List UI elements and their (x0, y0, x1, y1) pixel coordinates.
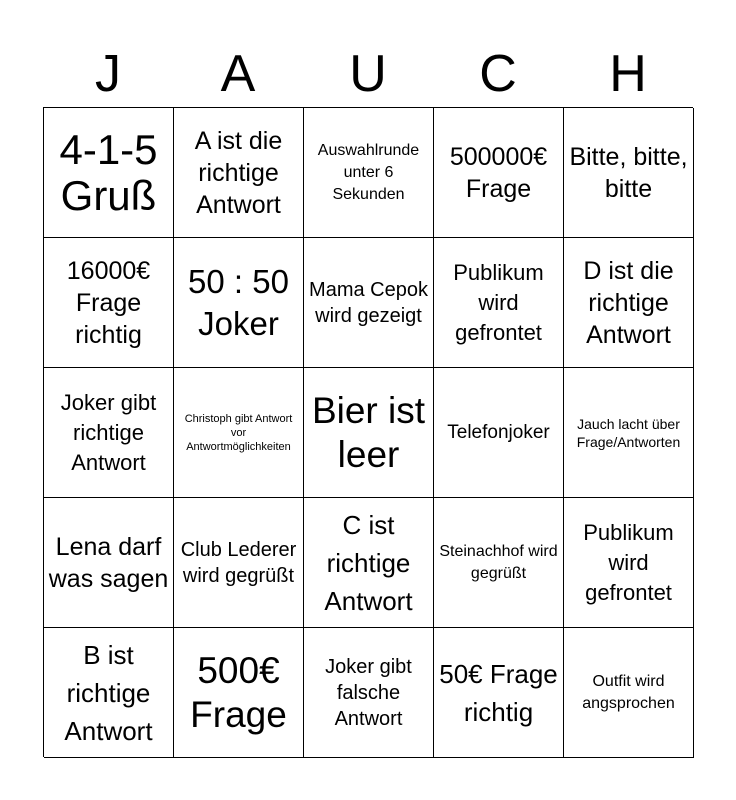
cell-text: Bier ist leer (311, 389, 426, 475)
header-letter-c: C (479, 45, 517, 103)
cell-text: Publikum wird gefrontet (583, 519, 674, 605)
cell-text: C ist richtige Antwort (324, 509, 413, 616)
cell-text: 16000€ Frage richtig (66, 256, 151, 349)
bingo-cell-3-3[interactable] (304, 368, 434, 498)
cell-text: 500000€ Frage (449, 142, 548, 203)
bingo-cell-2-4[interactable] (434, 238, 564, 368)
bingo-cell-1-4[interactable] (434, 108, 564, 238)
cell-text: 50€ Frage richtig (439, 658, 558, 727)
header-letter-j: J (95, 45, 121, 103)
bingo-header (43, 40, 693, 108)
bingo-cell-3-4[interactable] (434, 368, 564, 498)
cell-text: Steinachhof wird gegrüßt (439, 542, 558, 582)
cell-text: B ist richtige Antwort (64, 639, 153, 746)
cell-text: Publikum wird gefrontet (453, 259, 544, 345)
bingo-cell-1-5[interactable] (564, 108, 694, 238)
bingo-cell-3-1[interactable] (44, 368, 174, 498)
cell-text: D ist die richtige Antwort (583, 256, 674, 349)
bingo-cell-3-2[interactable] (174, 368, 304, 498)
header-letter-u: U (349, 45, 387, 103)
bingo-grid (43, 107, 693, 757)
cell-text: Mama Cepok wird gezeigt (309, 278, 428, 327)
bingo-cell-2-1[interactable] (44, 238, 174, 368)
cell-text: Jauch lacht über Frage/Antworten (576, 415, 681, 450)
cell-text: 4-1-5 Gruß (59, 125, 158, 219)
bingo-cell-4-4[interactable] (434, 498, 564, 628)
bingo-cell-4-3[interactable] (304, 498, 434, 628)
bingo-cell-4-5[interactable] (564, 498, 694, 628)
cell-text: Joker gibt richtige Antwort (60, 389, 157, 475)
bingo-cell-3-5[interactable] (564, 368, 694, 498)
cell-text: Joker gibt falsche Antwort (325, 655, 412, 730)
bingo-cell-5-2[interactable] (174, 628, 304, 758)
cell-text: 500€ Frage (190, 649, 287, 735)
bingo-cell-1-2[interactable] (174, 108, 304, 238)
bingo-cell-2-2[interactable] (174, 238, 304, 368)
cell-text: 50 : 50 Joker (188, 262, 289, 342)
cell-text: Bitte, bitte, bitte (569, 142, 688, 203)
bingo-cell-5-1[interactable] (44, 628, 174, 758)
cell-text: Outfit wird angsprochen (582, 672, 675, 712)
bingo-cell-2-5[interactable] (564, 238, 694, 368)
bingo-cell-5-3[interactable] (304, 628, 434, 758)
bingo-cell-4-1[interactable] (44, 498, 174, 628)
header-letter-a: A (220, 45, 256, 103)
bingo-cell-1-3[interactable] (304, 108, 434, 238)
bingo-cell-2-3[interactable] (304, 238, 434, 368)
cell-text: Lena darf was sagen (48, 532, 169, 593)
cell-text: Club Lederer wird gegrüßt (180, 538, 297, 587)
header-letter-h: H (609, 45, 647, 103)
cell-text: Christoph gibt Antwort vor Antwortmöglichkeiten (184, 412, 293, 453)
bingo-cell-1-1[interactable] (44, 108, 174, 238)
bingo-cell-5-4[interactable] (434, 628, 564, 758)
cell-text: Auswahlrunde unter 6 Sekunden (317, 141, 420, 203)
cell-text: Telefonjoker (447, 422, 550, 443)
bingo-cell-5-5[interactable] (564, 628, 694, 758)
bingo-cell-4-2[interactable] (174, 498, 304, 628)
cell-text: A ist die richtige Antwort (194, 126, 283, 219)
